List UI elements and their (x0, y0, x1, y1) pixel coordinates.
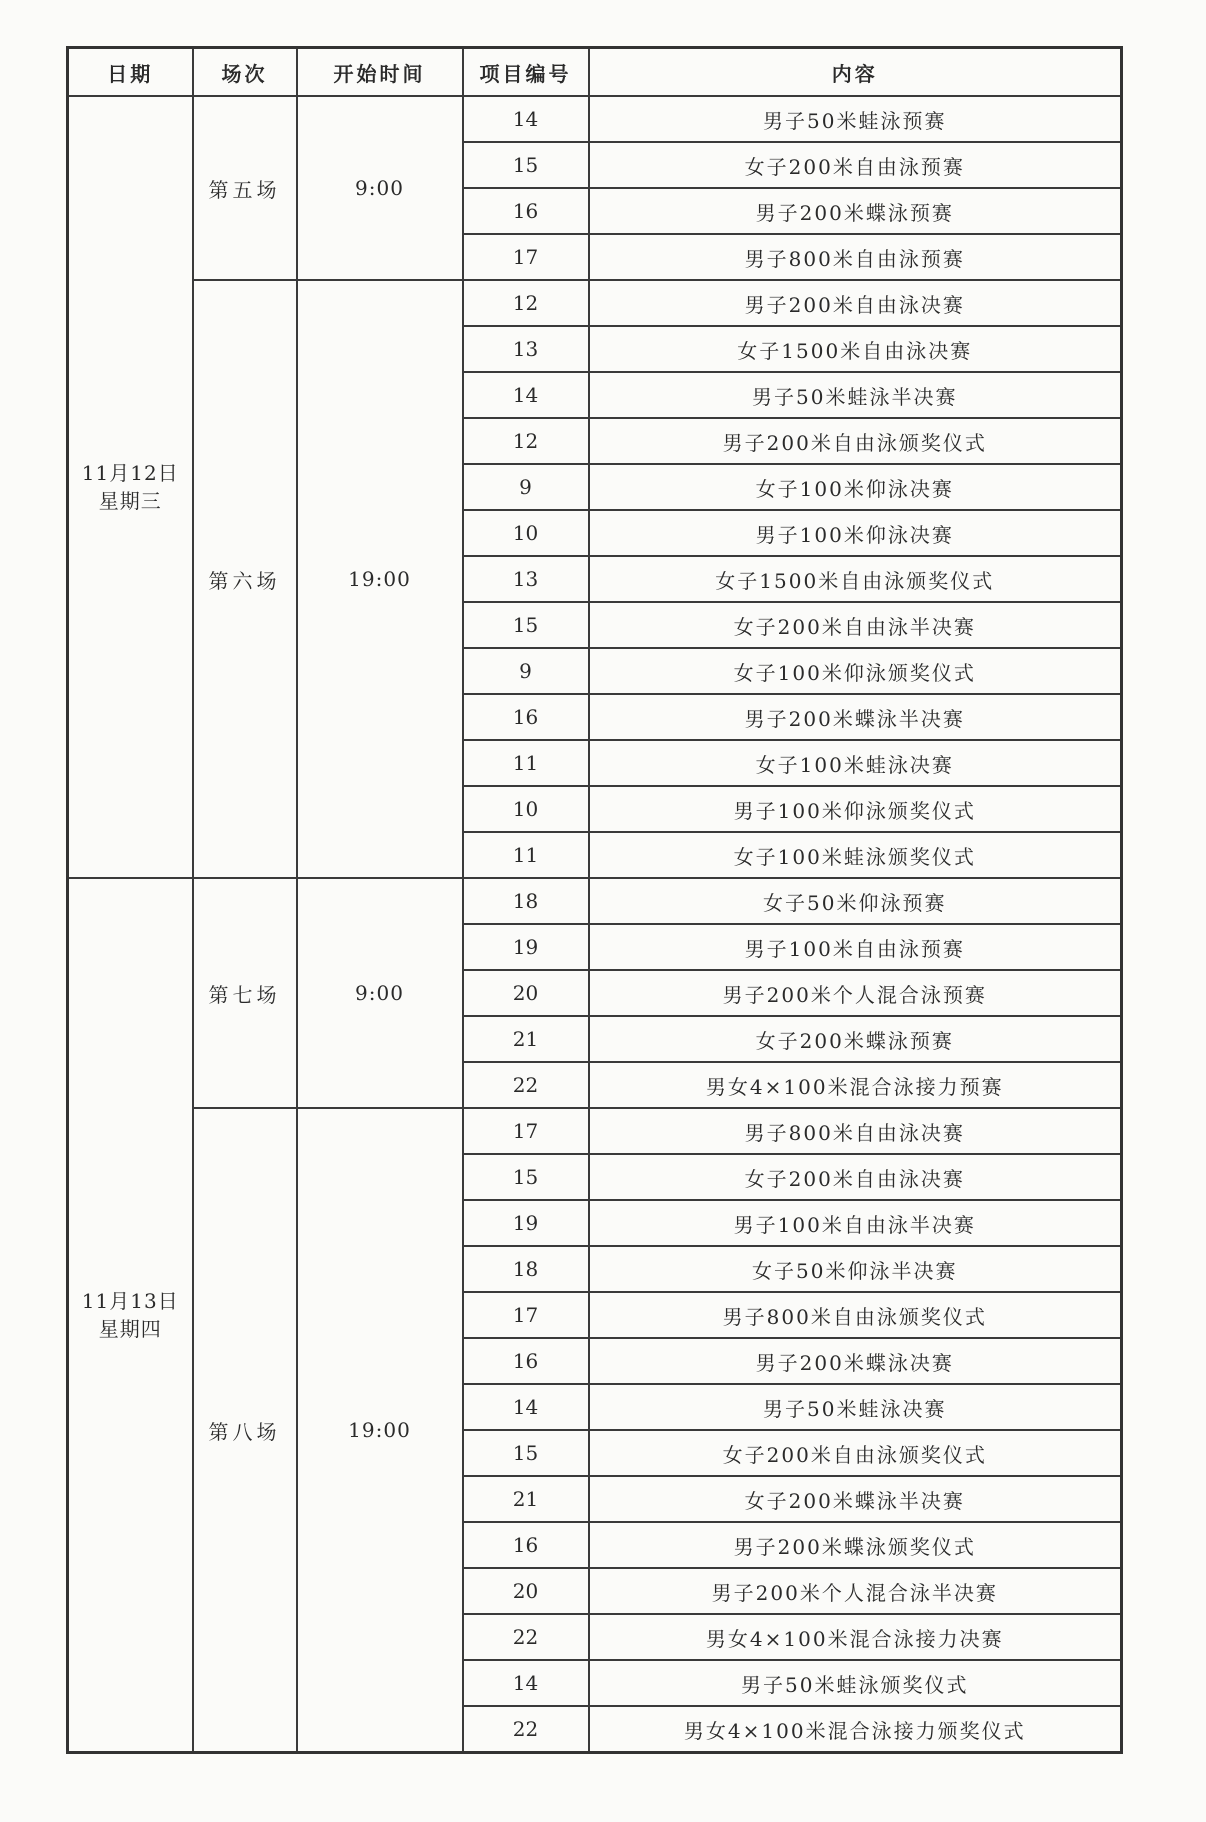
table-row (68, 280, 1122, 326)
event-content-cell: 男子200米蝶泳决赛 (589, 1338, 1122, 1384)
event-number-cell: 11 (463, 740, 589, 786)
event-content-cell: 男子50米蛙泳半决赛 (589, 372, 1122, 418)
event-number-cell: 14 (463, 96, 589, 142)
event-number-cell: 16 (463, 1522, 589, 1568)
header-date: 日期 (68, 48, 193, 97)
event-content-cell: 女子200米自由泳半决赛 (589, 602, 1122, 648)
event-number-cell: 18 (463, 878, 589, 924)
event-content-cell: 女子50米仰泳半决赛 (589, 1246, 1122, 1292)
event-content-cell: 女子200米蝶泳半决赛 (589, 1476, 1122, 1522)
event-content-cell: 男子50米蛙泳决赛 (589, 1384, 1122, 1430)
event-number-cell: 15 (463, 1154, 589, 1200)
event-number-cell: 19 (463, 924, 589, 970)
event-number-cell: 22 (463, 1062, 589, 1108)
event-content-cell: 男子100米仰泳颁奖仪式 (589, 786, 1122, 832)
event-number-cell: 12 (463, 418, 589, 464)
table-row (68, 1108, 1122, 1154)
date-text: 11月12日 (81, 461, 179, 485)
date-cell (68, 96, 193, 878)
event-content-cell: 男女4×100米混合泳接力决赛 (589, 1614, 1122, 1660)
event-number-cell: 13 (463, 556, 589, 602)
event-content-cell: 男子50米蛙泳颁奖仪式 (589, 1660, 1122, 1706)
weekday-text: 星期三 (98, 489, 162, 513)
table-row (68, 96, 1122, 142)
event-content-cell: 男子200米自由泳颁奖仪式 (589, 418, 1122, 464)
start-time-cell: 9:00 (297, 878, 463, 1108)
event-content-cell: 女子200米自由泳决赛 (589, 1154, 1122, 1200)
session-cell: 第八场 (193, 1108, 297, 1753)
event-content-cell: 女子1500米自由泳颁奖仪式 (589, 556, 1122, 602)
date-text: 11月13日 (81, 1289, 179, 1313)
event-number-cell: 11 (463, 832, 589, 878)
event-content-cell: 女子1500米自由泳决赛 (589, 326, 1122, 372)
event-content-cell: 女子100米蛙泳决赛 (589, 740, 1122, 786)
weekday-text: 星期四 (98, 1317, 162, 1341)
event-number-cell: 19 (463, 1200, 589, 1246)
header-event-no: 项目编号 (463, 48, 589, 97)
start-time-cell: 19:00 (297, 280, 463, 878)
event-number-cell: 14 (463, 1384, 589, 1430)
header-row (68, 48, 1122, 97)
event-number-cell: 16 (463, 1338, 589, 1384)
event-content-cell: 男子200米个人混合泳预赛 (589, 970, 1122, 1016)
event-content-cell: 男子100米自由泳预赛 (589, 924, 1122, 970)
schedule-body (68, 96, 1122, 1753)
event-number-cell: 13 (463, 326, 589, 372)
event-content-cell: 女子200米自由泳颁奖仪式 (589, 1430, 1122, 1476)
event-content-cell: 男子200米蝶泳半决赛 (589, 694, 1122, 740)
event-content-cell: 女子100米蛙泳颁奖仪式 (589, 832, 1122, 878)
event-number-cell: 12 (463, 280, 589, 326)
event-number-cell: 9 (463, 464, 589, 510)
event-content-cell: 女子100米仰泳决赛 (589, 464, 1122, 510)
event-number-cell: 15 (463, 602, 589, 648)
session-cell: 第五场 (193, 96, 297, 280)
start-time-cell: 19:00 (297, 1108, 463, 1753)
event-number-cell: 21 (463, 1476, 589, 1522)
event-number-cell: 18 (463, 1246, 589, 1292)
header-start-time: 开始时间 (297, 48, 463, 97)
event-number-cell: 20 (463, 1568, 589, 1614)
schedule-table (66, 46, 1123, 1754)
event-content-cell: 男子100米自由泳半决赛 (589, 1200, 1122, 1246)
event-content-cell: 男子100米仰泳决赛 (589, 510, 1122, 556)
event-content-cell: 男子800米自由泳颁奖仪式 (589, 1292, 1122, 1338)
event-number-cell: 17 (463, 1292, 589, 1338)
event-content-cell: 女子100米仰泳颁奖仪式 (589, 648, 1122, 694)
table-row (68, 878, 1122, 924)
event-number-cell: 14 (463, 1660, 589, 1706)
event-content-cell: 男子200米个人混合泳半决赛 (589, 1568, 1122, 1614)
event-number-cell: 22 (463, 1614, 589, 1660)
event-number-cell: 17 (463, 1108, 589, 1154)
event-number-cell: 15 (463, 1430, 589, 1476)
session-cell: 第六场 (193, 280, 297, 878)
event-number-cell: 10 (463, 510, 589, 556)
event-content-cell: 女子50米仰泳预赛 (589, 878, 1122, 924)
date-cell (68, 878, 193, 1753)
event-content-cell: 男子200米自由泳决赛 (589, 280, 1122, 326)
event-number-cell: 10 (463, 786, 589, 832)
event-number-cell: 15 (463, 142, 589, 188)
event-number-cell: 14 (463, 372, 589, 418)
event-content-cell: 男子50米蛙泳预赛 (589, 96, 1122, 142)
event-number-cell: 22 (463, 1706, 589, 1753)
event-content-cell: 男子200米蝶泳颁奖仪式 (589, 1522, 1122, 1568)
event-number-cell: 21 (463, 1016, 589, 1062)
event-content-cell: 男女4×100米混合泳接力颁奖仪式 (589, 1706, 1122, 1753)
event-number-cell: 20 (463, 970, 589, 1016)
header-content: 内容 (589, 48, 1122, 97)
session-cell: 第七场 (193, 878, 297, 1108)
header-session: 场次 (193, 48, 297, 97)
event-number-cell: 16 (463, 188, 589, 234)
event-number-cell: 17 (463, 234, 589, 280)
event-content-cell: 男子800米自由泳决赛 (589, 1108, 1122, 1154)
start-time-cell: 9:00 (297, 96, 463, 280)
event-number-cell: 9 (463, 648, 589, 694)
event-content-cell: 男女4×100米混合泳接力预赛 (589, 1062, 1122, 1108)
event-content-cell: 男子800米自由泳预赛 (589, 234, 1122, 280)
event-content-cell: 男子200米蝶泳预赛 (589, 188, 1122, 234)
event-number-cell: 16 (463, 694, 589, 740)
event-content-cell: 女子200米自由泳预赛 (589, 142, 1122, 188)
event-content-cell: 女子200米蝶泳预赛 (589, 1016, 1122, 1062)
